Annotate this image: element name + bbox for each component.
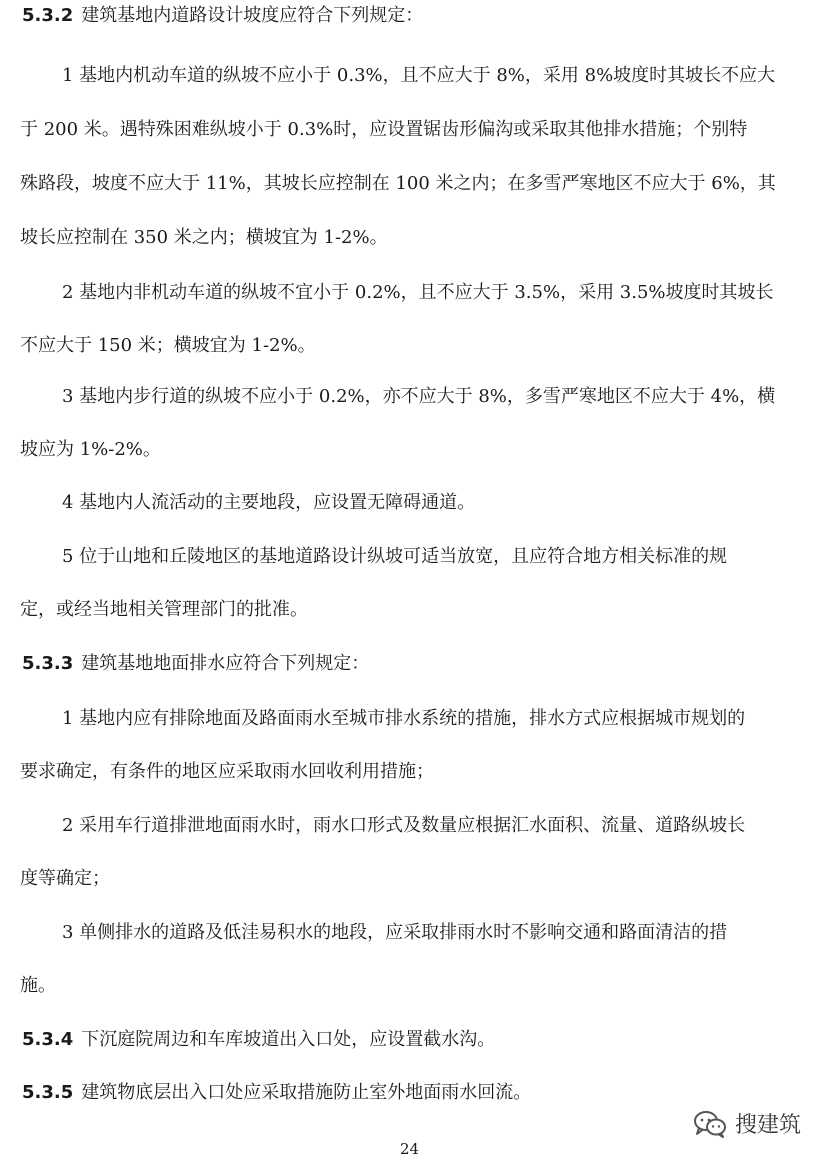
section-number: 5.3.5 <box>22 1082 74 1103</box>
paragraph-line: 1 基地内应有排除地面及路面雨水至城市排水系统的措施，排水方式应根据城市规划的 <box>62 708 746 729</box>
page-number: 24 <box>399 1140 420 1158</box>
paragraph-line: 施。 <box>20 975 56 996</box>
paragraph-line: 坡长应控制在 350 米之内；横坡宜为 1-2%。 <box>20 227 388 248</box>
paragraph-line: 4 基地内人流活动的主要地段，应设置无障碍通道。 <box>62 492 476 513</box>
paragraph-line: 2 采用车行道排泄地面雨水时，雨水口形式及数量应根据汇水面积、流量、道路纵坡长 <box>62 815 746 836</box>
wechat-icon <box>693 1110 727 1138</box>
section-heading-5-3-3 <box>22 652 819 676</box>
section-heading-5-3-5 <box>22 1081 819 1105</box>
paragraph-line: 不应大于 150 米；横坡宜为 1-2%。 <box>20 335 316 356</box>
section-heading-5-3-4 <box>22 1028 819 1052</box>
section-title: 建筑物底层出入口处应采取措施防止室外地面雨水回流。 <box>81 1082 532 1103</box>
paragraph-line: 殊路段，坡度不应大于 11%，其坡长应控制在 100 米之内；在多雪严寒地区不应大于 6%，其 <box>20 173 776 194</box>
section-number: 5.3.3 <box>22 653 74 674</box>
paragraph-line: 定，或经当地相关管理部门的批准。 <box>20 599 308 620</box>
watermark <box>693 1108 801 1139</box>
section-title: 建筑基地内道路设计坡度应符合下列规定： <box>81 5 424 26</box>
section-heading-5-3-2 <box>22 4 819 28</box>
paragraph-line: 要求确定，有条件的地区应采取雨水回收利用措施； <box>20 761 434 782</box>
paragraph-line: 5 位于山地和丘陵地区的基地道路设计纵坡可适当放宽，且应符合地方相关标准的规 <box>62 546 728 567</box>
paragraph-line: 1 基地内机动车道的纵坡不应小于 0.3%，且不应大于 8%，采用 8%坡度时其坡长不应大 <box>62 65 776 86</box>
section-number: 5.3.4 <box>22 1029 74 1050</box>
section-title: 下沉庭院周边和车库坡道出入口处，应设置截水沟。 <box>81 1029 496 1050</box>
paragraph-line: 度等确定； <box>20 868 110 889</box>
paragraph-line: 坡应为 1%-2%。 <box>20 439 161 460</box>
section-number: 5.3.2 <box>22 5 74 26</box>
paragraph-line: 3 单侧排水的道路及低洼易积水的地段，应采取排雨水时不影响交通和路面清洁的措 <box>62 922 728 943</box>
paragraph-line: 2 基地内非机动车道的纵坡不宜小于 0.2%，且不应大于 3.5%，采用 3.5%坡度时其坡长 <box>62 282 774 303</box>
watermark-text: 搜建筑 <box>734 1113 801 1138</box>
section-title: 建筑基地地面排水应符合下列规定： <box>81 653 370 674</box>
paragraph-line: 3 基地内步行道的纵坡不应小于 0.2%，亦不应大于 8%，多雪严寒地区不应大于 4%，横 <box>62 386 776 407</box>
paragraph-line: 于 200 米。遇特殊困难纵坡小于 0.3%时，应设置锯齿形偏沟或采取其他排水措施；个别特 <box>20 119 748 140</box>
